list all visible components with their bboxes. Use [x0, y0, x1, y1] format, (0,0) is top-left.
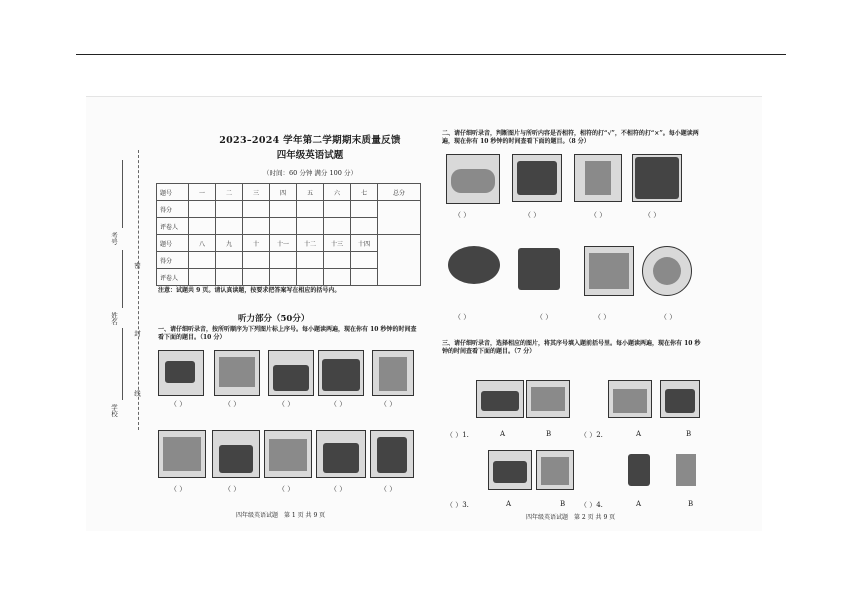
listening-title: 听力部分（50分）: [238, 314, 310, 324]
section3-picture-1b: [526, 380, 570, 418]
option-a: A: [636, 500, 642, 508]
section1-picture: [370, 430, 414, 478]
seal-dash-line: [138, 150, 139, 430]
name-label: 姓名: [110, 312, 118, 325]
section2-instruction: 二、请仔细听录音，判断图片与所听内容是否相符，相符的打“√”，不相符的打“×”。每小题读两遍，现在你有 10 秒钟的时间查看下面的题目。（8 分）: [442, 130, 699, 145]
section3-picture-2b: [660, 380, 700, 418]
option-b: B: [546, 430, 552, 438]
section1-picture: [158, 350, 204, 396]
section1-picture: [318, 350, 364, 396]
time-info: （时间：60 分钟 满分 100 分）: [263, 169, 357, 177]
option-b: B: [686, 430, 692, 438]
table-row: 题号 八 九 十 十一 十二 十三 十四: [157, 235, 421, 252]
section1-picture: [214, 350, 260, 396]
answer-paren[interactable]: （ ）: [170, 485, 187, 493]
binding-line: [122, 160, 123, 228]
question-3-3[interactable]: （ ）3.: [446, 501, 469, 509]
answer-paren[interactable]: （ ）: [660, 313, 677, 321]
top-rule: [76, 54, 786, 55]
section1-picture: [268, 350, 314, 396]
section1-picture: [212, 430, 260, 478]
table-row: 得分: [157, 252, 421, 269]
feng-label: 封: [133, 330, 141, 337]
table-row: 得分: [157, 201, 421, 218]
binding-line: [122, 328, 123, 400]
school-label: 学校: [110, 404, 118, 417]
section3-picture-4a: [620, 450, 656, 490]
table-row: 评卷人: [157, 269, 421, 286]
exam-title: 2023–2024 学年第二学期期末质量反馈: [219, 135, 401, 146]
answer-paren[interactable]: （ ）: [590, 211, 607, 219]
table-row: 题号 一 二 三 四 五 六 七 总分: [157, 184, 421, 201]
exam-no-label: 考号: [110, 232, 118, 245]
option-a: A: [500, 430, 506, 438]
option-b: B: [688, 500, 694, 508]
footer-right: 四年级英语试题 第 2 页 共 9 页: [526, 514, 616, 521]
section3-picture-3b: [536, 450, 574, 490]
answer-paren[interactable]: （ ）: [278, 400, 295, 408]
answer-paren[interactable]: （ ）: [454, 211, 471, 219]
section1-picture: [158, 430, 206, 478]
section2-picture: [584, 246, 634, 296]
answer-paren[interactable]: （ ）: [170, 400, 187, 408]
section2-picture-fish: [444, 240, 506, 290]
section3-picture-3a: [488, 450, 532, 490]
section2-picture: [512, 154, 562, 202]
question-3-4[interactable]: （ ）4.: [580, 501, 603, 509]
line-label: 线: [133, 390, 141, 397]
section1-picture: [264, 430, 312, 478]
answer-paren[interactable]: （ ）: [454, 313, 471, 321]
option-b: B: [560, 500, 566, 508]
answer-paren[interactable]: （ ）: [524, 211, 541, 219]
answer-paren[interactable]: （ ）: [224, 400, 241, 408]
answer-paren[interactable]: （ ）: [330, 485, 347, 493]
section3-picture-4b: [672, 450, 700, 490]
answer-paren[interactable]: （ ）: [644, 211, 661, 219]
answer-paren[interactable]: （ ）: [380, 485, 397, 493]
exam-note: 注意：试题共 9 页。请认真读题，按要求把答案写在相应的括号内。: [158, 287, 341, 294]
section3-instruction: 三、请仔细听录音，选择相应的图片，将其序号填入题前括号里。每小题读两遍，现在你有 10 秒钟的时间查看下面的题目。（7 分）: [442, 340, 701, 355]
section2-picture: [632, 154, 682, 202]
section3-picture-1a: [476, 380, 524, 418]
footer-left: 四年级英语试题 第 1 页 共 9 页: [236, 512, 326, 519]
exam-subtitle: 四年级英语试题: [276, 150, 344, 161]
section1-picture: [316, 430, 366, 478]
option-a: A: [636, 430, 642, 438]
answer-paren[interactable]: （ ）: [330, 400, 347, 408]
section3-picture-2a: [608, 380, 652, 418]
section2-picture-car: [446, 154, 500, 204]
question-3-2[interactable]: （ ）2.: [580, 431, 603, 439]
answer-paren[interactable]: （ ）: [278, 485, 295, 493]
section1-instruction: 一、请仔细听录音，按所听顺序为下列图片标上序号。每小题读两遍，现在你有 10 秒钟的时间查看下面的题目。（10 分）: [158, 326, 417, 341]
answer-paren[interactable]: （ ）: [380, 400, 397, 408]
section1-picture: [372, 350, 414, 396]
answer-paren[interactable]: （ ）: [536, 313, 553, 321]
option-a: A: [506, 500, 512, 508]
section2-picture-sweater: [514, 246, 564, 292]
binding-line: [122, 250, 123, 308]
seal-label: 密: [133, 262, 141, 269]
question-3-1[interactable]: （ ）1.: [446, 431, 469, 439]
section2-picture-plate: [642, 246, 692, 296]
answer-paren[interactable]: （ ）: [224, 485, 241, 493]
table-row: 评卷人: [157, 218, 421, 235]
answer-paren[interactable]: （ ）: [594, 313, 611, 321]
score-table: [156, 183, 421, 286]
section2-picture: [574, 154, 622, 202]
